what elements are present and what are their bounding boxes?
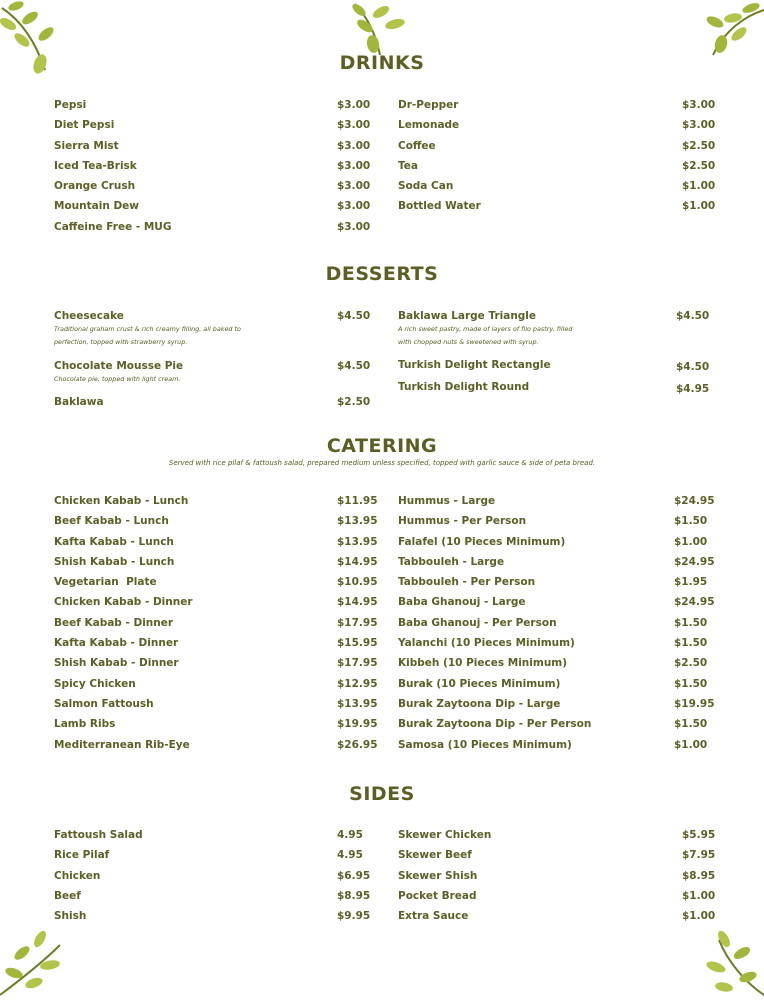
- item-name: Iced Tea-Brisk: [54, 159, 137, 172]
- menu-item: [398, 536, 714, 556]
- menu-item: [398, 180, 716, 200]
- menu-item: [54, 849, 368, 869]
- item-name: Samosa (10 Pieces Minimum): [398, 738, 572, 751]
- item-name: Burak Zaytoona Dip - Per Person: [398, 718, 592, 731]
- olive-branch-icon: [695, 0, 764, 60]
- item-name: Spicy Chicken: [54, 677, 136, 690]
- item-price: $3.00: [337, 119, 371, 132]
- item-price: $26.95: [337, 738, 378, 751]
- menu-item: [54, 159, 371, 180]
- menu-item: [54, 360, 371, 396]
- menu-item: [398, 556, 714, 576]
- menu-item: [398, 617, 714, 637]
- item-name: Tea: [398, 159, 418, 172]
- item-price: $19.95: [337, 718, 378, 731]
- item-price: $8.95: [682, 869, 716, 882]
- menu-item: [54, 220, 371, 241]
- item-price: $19.95: [674, 697, 715, 710]
- item-name: Burak (10 Pieces Minimum): [398, 677, 561, 690]
- item-price: $1.50: [674, 515, 708, 528]
- menu-item: [54, 616, 378, 637]
- item-price: $8.95: [337, 889, 371, 902]
- item-name: Chocolate Mousse Pie: [54, 360, 184, 372]
- menu-item: [54, 596, 378, 616]
- item-price: $24.95: [674, 495, 715, 507]
- menu-item: [54, 910, 371, 930]
- menu-item: [54, 738, 378, 759]
- item-price: $3.00: [682, 119, 716, 132]
- item-name: Baba Ghanouj - Large: [398, 596, 526, 609]
- item-price: $13.95: [337, 697, 378, 710]
- menu-item: [54, 869, 371, 890]
- olive-branch-icon: [345, 0, 415, 60]
- item-description: A rich sweet pastry, made of layers of filo pastry, filled: [398, 325, 573, 333]
- item-description: Traditional graham crust & rich creamy filling, all baked to: [54, 325, 241, 333]
- menu-item: [398, 99, 716, 119]
- item-name: Tabbouleh - Large: [398, 555, 505, 568]
- item-name: Skewer Chicken: [398, 829, 492, 841]
- item-name: Baklawa: [54, 396, 104, 408]
- menu-item: [398, 678, 714, 698]
- item-price: $3.00: [337, 200, 371, 213]
- item-price: $17.95: [337, 657, 378, 670]
- item-price: $3.00: [337, 220, 371, 233]
- item-name: Sierra Mist: [54, 139, 119, 152]
- item-name: Shish: [54, 910, 87, 923]
- item-name: Salmon Fattoush: [54, 697, 154, 710]
- menu-item: [54, 718, 378, 738]
- item-price: $2.50: [674, 657, 708, 670]
- menu-item: [398, 310, 712, 359]
- menu-item: [398, 829, 716, 849]
- item-name: Lemonade: [398, 119, 460, 132]
- item-name: Hummus - Per Person: [398, 515, 527, 528]
- item-price: $14.95: [337, 555, 378, 568]
- item-price: $3.00: [337, 159, 371, 172]
- section-title-drinks: DRINKS: [339, 52, 425, 74]
- item-price: $4.50: [676, 361, 710, 373]
- item-name: Hummus - Large: [398, 495, 496, 507]
- item-price: $3.00: [337, 180, 371, 193]
- menu-item: [54, 495, 378, 515]
- item-name: Dr-Pepper: [398, 99, 459, 111]
- item-price: $2.50: [682, 139, 716, 152]
- menu-item: [54, 535, 378, 556]
- menu-item: [398, 200, 716, 220]
- item-name: Cheesecake: [54, 310, 124, 322]
- item-name: Tabbouleh - Per Person: [398, 576, 536, 589]
- item-name: Baklawa Large Triangle: [398, 310, 537, 322]
- menu-item: [54, 889, 371, 910]
- menu-item: [54, 515, 378, 535]
- item-name: Beef Kabab - Lunch: [54, 515, 169, 528]
- item-name: Diet Pepsi: [54, 119, 115, 132]
- sides-left-column: [54, 829, 371, 930]
- item-price: $9.95: [337, 910, 371, 923]
- item-price: $3.00: [337, 99, 371, 111]
- item-name: Beef Kabab - Dinner: [54, 616, 174, 629]
- menu-item: [54, 139, 371, 160]
- item-price: $10.95: [337, 576, 378, 589]
- menu-item: [54, 119, 371, 139]
- item-price: $4.50: [676, 310, 710, 322]
- section-title-desserts: DESSERTS: [325, 263, 439, 285]
- menu-item: [398, 576, 714, 596]
- menu-item: [398, 515, 714, 535]
- menu-item: [54, 396, 371, 416]
- item-price: $2.50: [337, 396, 371, 408]
- menu-item: [398, 596, 714, 616]
- item-description: Chocolate pie, topped with light cream.: [54, 375, 181, 383]
- item-price: $13.95: [337, 535, 378, 548]
- menu-item: [54, 677, 378, 698]
- item-price: $4.50: [337, 360, 371, 372]
- item-name: Falafel (10 Pieces Minimum): [398, 535, 566, 548]
- item-price: $1.00: [682, 910, 716, 923]
- item-name: Beef: [54, 889, 81, 902]
- item-name: Orange Crush: [54, 180, 136, 193]
- menu-item: [54, 200, 371, 220]
- menu-item: [398, 139, 716, 160]
- item-price: $24.95: [674, 555, 715, 568]
- item-price: $3.00: [337, 139, 371, 152]
- item-price: $13.95: [337, 515, 378, 528]
- item-name: Turkish Delight Rectangle: [398, 359, 551, 371]
- item-name: Lamb Ribs: [54, 718, 116, 731]
- item-name: Burak Zaytoona Dip - Large: [398, 697, 561, 710]
- item-price: $1.00: [682, 200, 716, 213]
- item-name: Bottled Water: [398, 200, 481, 213]
- item-name: Chicken: [54, 869, 101, 882]
- item-price: $1.95: [674, 576, 708, 589]
- item-price: $1.50: [674, 677, 708, 690]
- section-title-sides: SIDES: [349, 783, 415, 805]
- item-price: $1.00: [674, 738, 708, 751]
- menu-item: [398, 889, 716, 910]
- item-name: Mediterranean Rib-Eye: [54, 738, 190, 751]
- catering-right-column: [398, 495, 714, 759]
- sides-right-column: [398, 829, 716, 930]
- menu-item: [398, 381, 712, 401]
- item-name: Kafta Kabab - Dinner: [54, 637, 179, 650]
- desserts-left-column: [54, 310, 371, 416]
- item-price: $1.50: [674, 616, 708, 629]
- item-price: $24.95: [674, 596, 715, 609]
- item-name: Yalanchi (10 Pieces Minimum): [398, 637, 575, 650]
- item-price: $11.95: [337, 495, 378, 507]
- olive-branch-icon: [0, 925, 80, 1000]
- item-name: Coffee: [398, 139, 436, 152]
- menu-item: [398, 849, 716, 869]
- menu-item: [54, 697, 378, 718]
- menu-item: [398, 698, 714, 718]
- item-name: Caffeine Free - MUG: [54, 220, 172, 233]
- item-name: Extra Sauce: [398, 910, 469, 923]
- item-name: Shish Kabab - Dinner: [54, 657, 179, 670]
- item-name: Skewer Shish: [398, 869, 478, 882]
- item-price: $4.50: [337, 310, 371, 322]
- drinks-right-column: [398, 99, 716, 221]
- item-name: Soda Can: [398, 180, 454, 193]
- item-price: 4.95: [337, 849, 363, 862]
- item-price: $3.00: [682, 99, 716, 111]
- item-price: $12.95: [337, 677, 378, 690]
- menu-item: [398, 495, 714, 515]
- item-name: Mountain Dew: [54, 200, 139, 213]
- item-price: $1.00: [674, 535, 708, 548]
- item-price: $15.95: [337, 637, 378, 650]
- menu-item: [54, 99, 371, 119]
- item-price: $14.95: [337, 596, 378, 609]
- item-name: Shish Kabab - Lunch: [54, 555, 175, 568]
- item-name: Turkish Delight Round: [398, 381, 530, 393]
- item-name: Chicken Kabab - Dinner: [54, 596, 193, 609]
- item-description: perfection, topped with strawberry syrup.: [54, 338, 188, 346]
- item-name: Kibbeh (10 Pieces Minimum): [398, 657, 568, 670]
- menu-item: [54, 180, 371, 200]
- item-price: $5.95: [682, 829, 716, 841]
- olive-branch-icon: [694, 925, 764, 1000]
- item-name: Pocket Bread: [398, 889, 477, 902]
- menu-item: [398, 637, 714, 657]
- item-price: $1.50: [674, 718, 708, 731]
- item-price: $1.00: [682, 180, 716, 193]
- menu-item: [398, 718, 714, 738]
- menu-item: [54, 657, 378, 677]
- menu-item: [398, 359, 712, 381]
- item-name: Vegetarian Plate: [54, 576, 157, 589]
- desserts-right-column: [398, 310, 712, 401]
- item-name: Baba Ghanouj - Per Person: [398, 616, 557, 629]
- item-price: $1.50: [674, 637, 708, 650]
- item-price: $2.50: [682, 159, 716, 172]
- item-name: Chicken Kabab - Lunch: [54, 495, 189, 507]
- item-name: Kafta Kabab - Lunch: [54, 535, 174, 548]
- menu-item: [54, 555, 378, 576]
- section-title-catering: CATERING: [326, 435, 438, 457]
- catering-left-column: [54, 495, 378, 759]
- menu-item: [54, 310, 371, 360]
- menu-item: [398, 869, 716, 890]
- item-description: with chopped nuts & sweetened with syrup.: [398, 338, 539, 346]
- catering-subtitle: Served with rice pilaf & fattoush salad, prepared medium unless specified, topped with garlic sauce & side of peta bread.: [168, 459, 596, 467]
- menu-item: [54, 576, 378, 596]
- menu-item: [398, 910, 716, 930]
- item-price: 4.95: [337, 829, 363, 841]
- menu-item: [54, 637, 378, 657]
- item-price: $6.95: [337, 869, 371, 882]
- item-price: $7.95: [682, 849, 716, 862]
- item-price: $4.95: [676, 383, 710, 395]
- item-price: $17.95: [337, 616, 378, 629]
- item-name: Skewer Beef: [398, 849, 472, 862]
- drinks-left-column: [54, 99, 371, 241]
- menu-item: [54, 829, 368, 849]
- item-name: Fattoush Salad: [54, 829, 143, 841]
- item-name: Rice Pilaf: [54, 849, 110, 862]
- menu-item: [398, 739, 714, 759]
- menu-item: [398, 159, 716, 180]
- menu-item: [398, 119, 716, 139]
- item-name: Pepsi: [54, 99, 87, 111]
- menu-item: [398, 657, 714, 677]
- item-price: $1.00: [682, 889, 716, 902]
